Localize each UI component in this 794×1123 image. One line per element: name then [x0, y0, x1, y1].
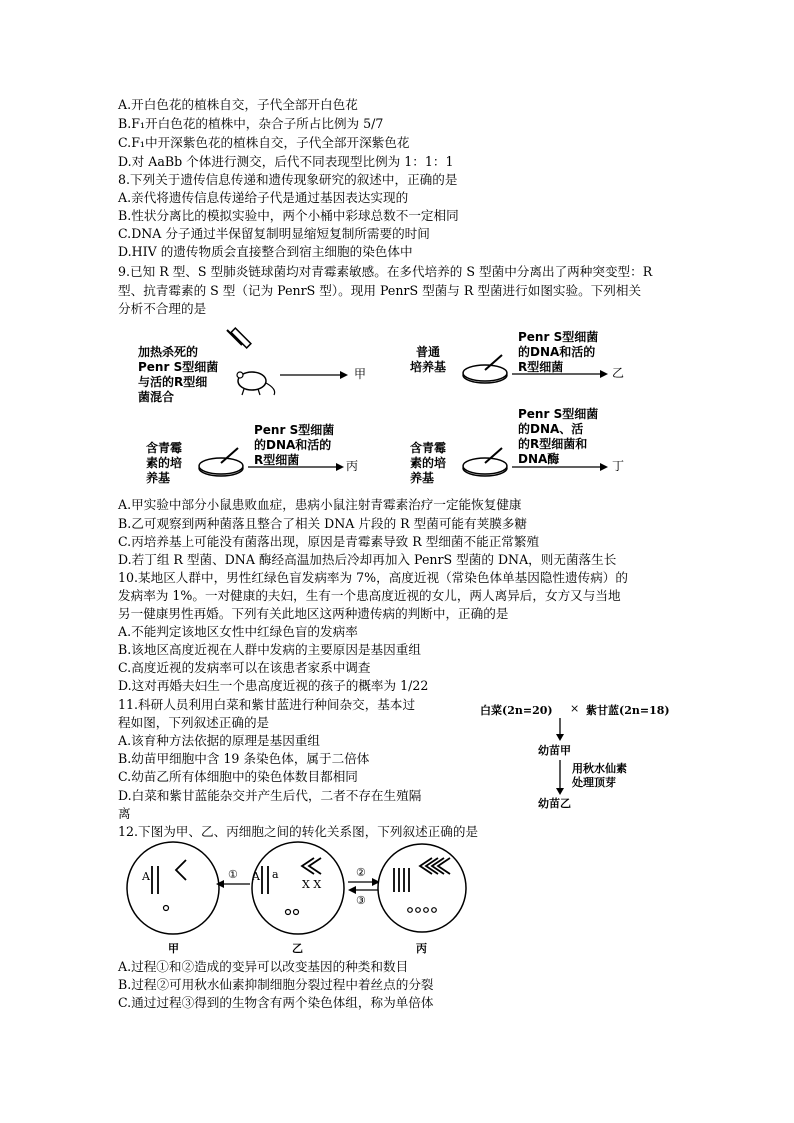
ding-petri-dish-icon [460, 443, 610, 483]
q10-option-b: B.该地区高度近视在人群中发病的主要原因是基因重组 [118, 642, 421, 657]
q8-option-a: A.亲代将遗传信息传递给子代是通过基因表达实现的 [118, 190, 409, 205]
cross-symbol: × [570, 702, 580, 715]
q9-option-a: A.甲实验中部分小鼠患败血症，患病小鼠注射青霉素治疗一定能恢复健康 [118, 497, 522, 512]
step-3-label: ③ [356, 894, 366, 907]
bing-label-1: Penr S型细菌 [254, 423, 335, 437]
q11-option-b: B.幼苗甲细胞中含 19 条染色体，属于二倍体 [118, 751, 370, 766]
bing-label-2: 的DNA和活的 [254, 438, 332, 452]
q7-option-b: B.F₁开白色花的植株中，杂合子所占比例为 5/7 [118, 116, 384, 131]
seedling-b: 幼苗乙 [538, 797, 571, 810]
step-1-label: ① [228, 868, 238, 881]
q7-option-c: C.F₁中开深紫色花的植株自交，子代全部开深紫色花 [118, 135, 410, 150]
q11-option-c: C.幼苗乙所有体细胞中的染色体数目都相同 [118, 769, 358, 784]
q8-option-d: D.HIV 的遗传物质会直接整合到宿主细胞的染色体中 [118, 244, 413, 259]
yi-result: 乙 [612, 366, 625, 380]
q11-option-d-cont: 离 [118, 806, 131, 821]
ding-left-3: 养基 [410, 471, 435, 485]
ding-result: 丁 [612, 459, 625, 473]
cell-yi-label: 乙 [292, 942, 303, 955]
seedling-a: 幼苗甲 [538, 744, 571, 757]
jia-label-3: 与活的R型细 [138, 375, 208, 389]
cross-arrows [550, 716, 570, 801]
q10-option-a: A.不能判定该地区女性中红绿色盲的发病率 [118, 624, 358, 639]
treatment-2: 处理顶芽 [572, 776, 616, 789]
ding-left-2: 素的培 [410, 456, 447, 470]
q12-option-c: C.通过过程③得到的生物含有两个染色体组，称为单倍体 [118, 995, 434, 1010]
bing-petri-dish-icon [196, 443, 346, 483]
yi-petri-dish-icon [460, 350, 610, 390]
q11-stem-line2: 程如图，下列叙述正确的是 [118, 715, 270, 730]
step-2-label: ② [356, 866, 366, 879]
q10-stem-line3: 另一健康男性再婚。下列有关此地区这两种遗传病的判断中，正确的是 [118, 606, 509, 621]
jia-result: 甲 [354, 367, 367, 381]
bing-left-3: 养基 [146, 471, 171, 485]
bing-label-3: R型细菌 [254, 453, 300, 467]
q8-stem: 8.下列关于遗传信息传递和遗传现象研究的叙述中，正确的是 [118, 172, 458, 187]
cell-circles [118, 838, 468, 938]
cell-jia-allele-A: A [142, 870, 150, 883]
q12-option-b: B.过程②可用秋水仙素抑制细胞分裂过程中着丝点的分裂 [118, 977, 434, 992]
q7-option-a: A.开白色花的植株自交，子代全部开白色花 [118, 97, 358, 112]
q9-option-d: D.若丁组 R 型菌、DNA 酶经高温加热后冷却再加入 PenrS 型菌的 DNA，则无菌落生长 [118, 552, 617, 567]
yi-left-1: 普通 [416, 345, 441, 359]
q10-stem-line2: 发病率为 1%。一对健康的夫妇，生有一个患高度近视的女儿，两人离异后，女方又与当地 [118, 588, 621, 603]
bing-result: 丙 [346, 459, 359, 473]
q9-stem-line3: 分析不合理的是 [118, 301, 207, 316]
q8-option-c: C.DNA 分子通过半保留复制明显缩短复制所需要的时间 [118, 226, 430, 241]
yi-left-2: 培养基 [410, 360, 447, 374]
cell-yi-allele-a: a [272, 868, 279, 881]
q7-option-d: D.对 AaBb 个体进行测交，后代不同表现型比例为 1：1：1 [118, 154, 454, 169]
q12-option-a: A.过程①和②造成的变异可以改变基因的种类和数目 [118, 959, 409, 974]
q11-stem-line1: 11.科研人员利用白菜和紫甘蓝进行种间杂交，基本过 [118, 697, 416, 712]
treatment-1: 用秋水仙素 [572, 762, 627, 775]
ding-label-2: 的DNA、活 [518, 422, 584, 436]
yi-label-2: 的DNA和活的 [518, 345, 596, 359]
q11-option-a: A.该育种方法依据的原理是基因重组 [118, 733, 321, 748]
ding-label-4: DNA酶 [518, 452, 560, 466]
bing-left-2: 素的培 [146, 456, 183, 470]
q12-stem: 12.下图为甲、乙、丙细胞之间的转化关系图，下列叙述正确的是 [118, 824, 479, 839]
q12-cell-diagram [118, 838, 468, 958]
q8-option-b: B.性状分离比的模拟实验中，两个小桶中彩球总数不一定相同 [118, 208, 459, 223]
cell-jia-label: 甲 [168, 942, 179, 955]
ding-left-1: 含青霉 [410, 441, 447, 455]
jia-label-2: Penr S型细菌 [138, 360, 219, 374]
yi-label-1: Penr S型细菌 [518, 330, 599, 344]
q11-option-d: D.白菜和紫甘蓝能杂交并产生后代，二者不存在生殖隔 [118, 788, 422, 803]
ding-label-1: Penr S型细菌 [518, 407, 599, 421]
q9-option-b: B.乙可观察到两种菌落且整合了相关 DNA 片段的 R 型菌可能有荚膜多糖 [118, 516, 527, 531]
q9-stem-line1: 9.已知 R 型、S 型肺炎链球菌均对青霉素敏感。在多代培养的 S 型菌中分离出了两种突变型：R [118, 264, 653, 279]
q11-cross-diagram [480, 700, 680, 810]
bing-left-1: 含青霉 [146, 441, 183, 455]
q9-experiment-figure [130, 325, 650, 495]
ding-label-3: 的R型细菌和 [518, 437, 588, 451]
jia-label-4: 菌混合 [138, 390, 175, 404]
cell-yi-allele-A: A [252, 870, 260, 883]
yi-label-3: R型细菌 [518, 360, 564, 374]
mouse-injection-icon [222, 325, 352, 410]
q10-option-d: D.这对再婚夫妇生一个患高度近视的孩子的概率为 1/22 [118, 678, 429, 693]
cell-yi-xx: X X [302, 878, 322, 891]
parent-b: 紫甘蓝(2n=18) [586, 704, 670, 717]
q9-option-c: C.丙培养基上可能没有菌落出现，原因是青霉素导致 R 型细菌不能正常繁殖 [118, 534, 540, 549]
jia-label-1: 加热杀死的 [138, 345, 199, 359]
cell-bing-label: 丙 [416, 942, 427, 955]
q9-stem-line2: 型、抗青霉素的 S 型（记为 PenrS 型）。现用 PenrS 型菌与 R 型菌进行如图实验。下列相关 [118, 283, 642, 298]
q10-option-c: C.高度近视的发病率可以在该患者家系中调查 [118, 660, 371, 675]
parent-a: 白菜(2n=20) [480, 704, 553, 717]
q10-stem-line1: 10.某地区人群中，男性红绿色盲发病率为 7%，高度近视（常染色体单基因隐性遗传病）的 [118, 570, 628, 585]
